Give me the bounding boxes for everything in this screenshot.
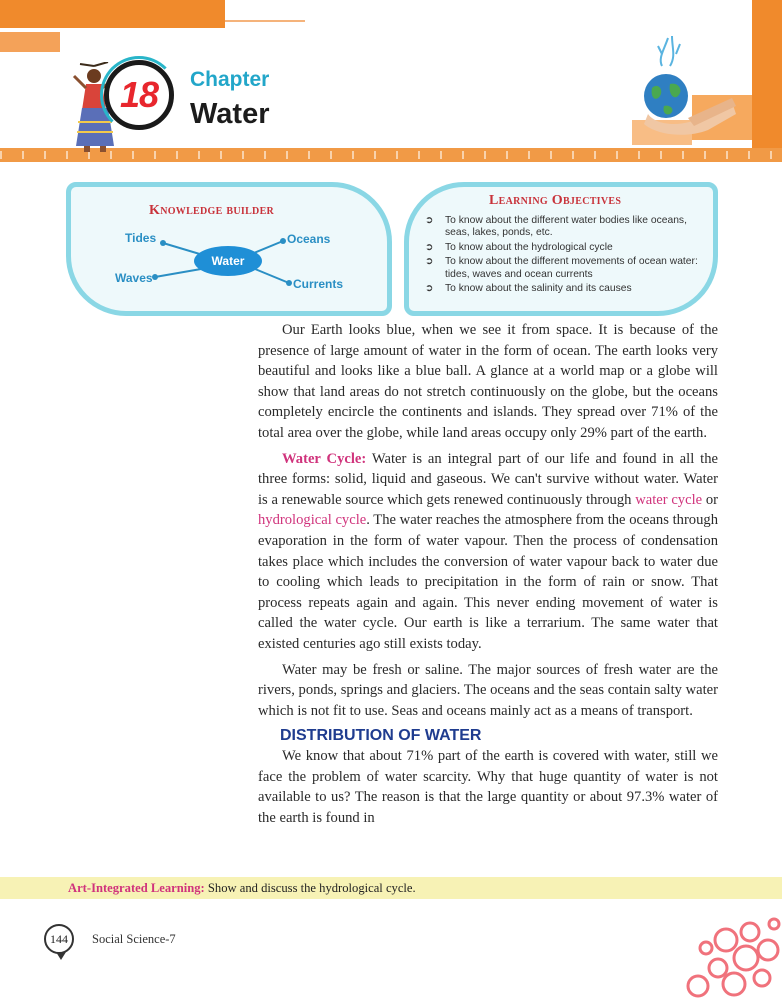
- connector-currents: [255, 269, 289, 283]
- chapter-title: Water: [190, 98, 270, 130]
- paragraph-distribution: We know that about 71% part of the earth is covered with water, still we face the problem of water scarcity. Why that huge quantity of water is not available to us? The reason is that the large quantity or about 97.3% water of the earth is found in: [258, 748, 718, 827]
- paragraph-text: Water is an integral part of our life and found in all the three forms: solid, liquid and gaseous. We can't survive without water. Water is a renewable source which gets renewed continuously through: [258, 450, 718, 508]
- globe-in-hands-icon: [628, 36, 738, 136]
- node-tides: Tides: [125, 231, 157, 245]
- knowledge-builder-heading-text: Knowledge builder: [149, 203, 275, 218]
- paragraph-intro: Our Earth looks blue, when we see it from space. It is because of the presence of large amount of water in the form of ocean. The earth looks very beautiful and looks like a blue ball. A glance at a world map or a globe will show that land areas do not stretch continuously on the globe, but the oceans completely encircle the continents and islands. They spread over 71% of the total area over the globe, while land areas occupy only 29% part of the earth.: [258, 322, 718, 441]
- objective-text: To know about the hydrological cycle: [445, 241, 613, 253]
- connector-dot: [160, 240, 166, 246]
- connector-tides: [163, 243, 203, 255]
- list-item: [425, 283, 707, 295]
- art-integrated-label: Art-Integrated Learning:: [68, 881, 205, 895]
- connector-oceans: [254, 241, 283, 253]
- water-center-label: Water: [211, 254, 245, 268]
- arrow-bullet-icon: ➲: [425, 256, 434, 268]
- arrow-bullet-icon: ➲: [425, 283, 434, 295]
- page-number-badge: [44, 924, 74, 954]
- chapter-number: 18: [119, 74, 159, 115]
- connector-dot: [152, 274, 158, 280]
- header-decor-line: [225, 20, 305, 22]
- node-currents: Currents: [293, 277, 344, 291]
- connector-waves: [155, 269, 201, 277]
- objective-text: To know about the different movements of ocean water: tides, waves and ocean currents: [445, 256, 698, 280]
- connector-dot: [280, 238, 286, 244]
- knowledge-builder-diagram: [71, 187, 397, 321]
- art-integrated-text: Show and discuss the hydrological cycle.: [204, 881, 416, 895]
- header-decor-block: [752, 0, 782, 150]
- chapter-body: [258, 320, 718, 834]
- keyword-water-cycle: water cycle: [635, 491, 703, 508]
- paragraph-text: or: [702, 491, 718, 508]
- objective-text: To know about the salinity and its causes: [445, 283, 632, 295]
- learning-objectives-list: [425, 215, 707, 297]
- learning-objectives-heading-text: Learning Objectives: [489, 193, 622, 208]
- learning-objectives-box: [404, 182, 718, 316]
- chapter-label: Chapter: [190, 68, 270, 91]
- connector-dot: [286, 280, 292, 286]
- paragraph-text: . The water reaches the atmosphere from the oceans through evaporation in the form of water vapour. Then the process of condensation takes place which includes the conversion of water vapour back to water due to cooling which leads to precipitation in the form of rain or snow. That process repeats again and again. This never ending movement of water is called the water cycle. Our earth is like a terrarium. The same water that existed centuries ago still exists today.: [258, 512, 718, 652]
- list-item: [425, 215, 707, 240]
- arrow-bullet-icon: ➲: [425, 241, 434, 253]
- knowledge-builder-box: [66, 182, 392, 316]
- list-item: [425, 242, 707, 254]
- bubbles-decoration-icon: [676, 912, 782, 1000]
- section-heading-distribution: DISTRIBUTION OF WATER: [280, 727, 482, 745]
- term-water-cycle: Water Cycle:: [282, 450, 367, 467]
- header-decor-block: [0, 0, 225, 28]
- chapter-number-badge: [104, 60, 174, 130]
- objective-text: To know about the different water bodies like oceans, seas, lakes, ponds, etc.: [445, 215, 687, 239]
- paragraph-water-cycle: [258, 449, 718, 655]
- page-number: 144: [50, 931, 68, 946]
- paragraph-fresh-saline: Water may be fresh or saline. The major sources of fresh water are the rivers, ponds, springs and glaciers. The oceans and the seas contain salty water which is not fit to use. Seas and oceans mainly act as a means of transport.: [258, 661, 718, 719]
- chapter-header: [0, 0, 782, 165]
- learning-objectives-heading: [489, 193, 621, 209]
- list-item: [425, 256, 707, 281]
- art-integrated-learning-bar: [0, 877, 782, 899]
- book-title: Social Science-7: [92, 932, 176, 946]
- keyword-hydrological-cycle: hydrological cycle: [258, 512, 367, 529]
- arrow-bullet-icon: ➲: [425, 215, 434, 226]
- node-oceans: Oceans: [287, 232, 331, 246]
- header-decor-block: [0, 32, 60, 52]
- node-waves: Waves: [115, 271, 153, 285]
- badge-ring: [100, 56, 178, 134]
